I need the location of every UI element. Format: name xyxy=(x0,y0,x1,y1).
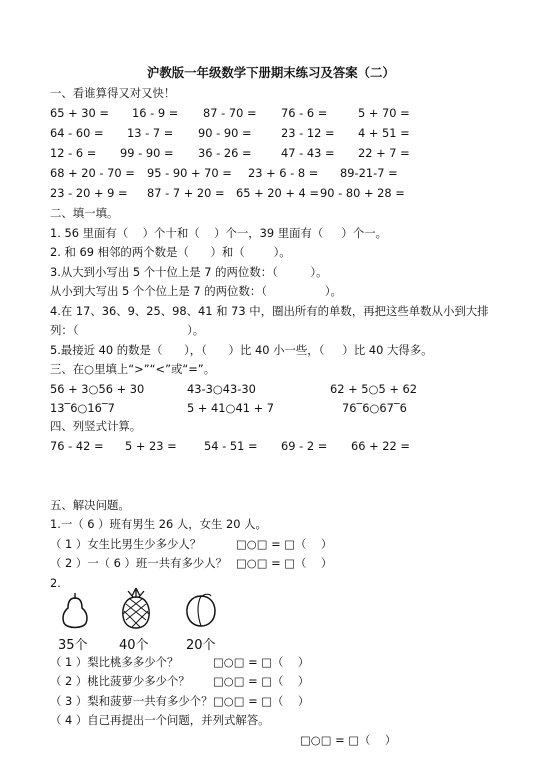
section-1-heading: 一、看谁算得又对又快！ xyxy=(50,86,176,100)
problem-text: 2. xyxy=(50,576,61,590)
calc-item: 23 - 12 = xyxy=(281,126,335,140)
calc-item: 90 - 80 + 28 = xyxy=(320,186,405,200)
pineapple-count-label: 40个 xyxy=(119,638,149,653)
problem-question: （ 2 ）桃比菠萝少多少个？ xyxy=(50,674,190,688)
compare-item: 62 + 5○5 + 62 xyxy=(330,382,417,396)
calc-item: 5 + 70 = xyxy=(358,106,410,120)
vertical-calc-item: 54 - 51 = xyxy=(204,439,258,453)
calc-item: 99 - 90 = xyxy=(120,146,174,160)
vertical-calc-item: 5 + 23 = xyxy=(125,439,177,453)
calc-item: 47 - 43 = xyxy=(281,146,335,160)
vertical-calc-item: 69 - 2 = xyxy=(281,439,328,453)
problem-question: （ 3 ）梨和菠萝一共有多少个？ xyxy=(50,694,213,708)
answer-formula: □○□ = □（ ） xyxy=(213,694,310,708)
calc-item: 4 + 51 = xyxy=(358,126,410,140)
compare-item: 76‾6○67‾6 xyxy=(342,401,407,415)
answer-formula: □○□ = □（ ） xyxy=(213,655,310,669)
problem-question: （ 2 ）一（ 6 ）班一共有多少人？ xyxy=(50,556,228,570)
answer-formula: □○□ = □（ ） xyxy=(213,674,310,688)
page-title: 沪教版一年级数学下册期末练习及答案（二） xyxy=(147,65,395,80)
pineapple-drawing xyxy=(116,586,156,630)
calc-item: 13 - 7 = xyxy=(127,126,174,140)
compare-item: 13‾6○16‾7 xyxy=(50,401,115,415)
vertical-calc-item: 76 - 42 = xyxy=(50,439,104,453)
pear-count-label: 35个 xyxy=(58,638,88,653)
calc-item: 16 - 9 = xyxy=(132,106,179,120)
peach-count-label: 20个 xyxy=(186,638,216,653)
peach-drawing xyxy=(183,592,219,628)
fill-question: 5.最接近 40 的数是（ ），（ ）比 40 小一些，（ ）比 40 大得多。 xyxy=(50,343,433,357)
compare-item: 5 + 41○41 + 7 xyxy=(187,401,274,415)
calc-item: 87 - 7 + 20 = xyxy=(147,186,225,200)
answer-formula: □○□ = □（ ） xyxy=(300,733,397,747)
problem-question: （ 1 ）梨比桃多多少个？ xyxy=(50,655,179,669)
compare-item: 56 + 3○56 + 30 xyxy=(50,382,145,396)
pear-drawing xyxy=(58,590,92,630)
calc-item: 87 - 70 = xyxy=(203,106,257,120)
fill-question: 列：（ ）。 xyxy=(50,323,205,337)
problem-text: 1.一（ 6 ）班有男生 26 人，女生 20 人。 xyxy=(50,517,267,531)
calc-item: 22 + 7 = xyxy=(358,146,410,160)
fill-question: 1. 56 里面有（ ）个十和（ ）个一，39 里面有（ ）个一。 xyxy=(50,226,387,240)
compare-item: 43-3○43-30 xyxy=(187,382,256,396)
calc-item: 76 - 6 = xyxy=(281,106,328,120)
calc-item: 36 - 26 = xyxy=(198,146,252,160)
calc-item: 68 + 20 - 70 = xyxy=(50,166,135,180)
calc-item: 23 + 6 - 8 = xyxy=(248,166,319,180)
calc-item: 12 - 6 = xyxy=(50,146,97,160)
fill-question: 3.从大到小写出 5 个十位上是 7 的两位数：（ ）。 xyxy=(50,265,328,279)
fill-question: 2. 和 69 相邻的两个数是（ ）和（ ）。 xyxy=(50,245,291,259)
fill-question: 从小到大写出 5 个个位上是 7 的两位数：（ ）。 xyxy=(50,284,342,298)
calc-item: 23 - 20 + 9 = xyxy=(50,186,128,200)
calc-item: 95 - 90 + 70 = xyxy=(147,166,232,180)
fill-question: 4.在 17、36、9、25、98、41 和 73 中，圈出所有的单数，再把这些单数从小到大排 xyxy=(50,304,489,318)
problem-question: （ 1 ）女生比男生少多少人？ xyxy=(50,537,202,551)
section-3-heading: 三、在○里填上“>”“<”或“=”。 xyxy=(50,362,216,376)
answer-formula: □○□ = □（ ） xyxy=(236,537,333,551)
section-2-heading: 二、填一填。 xyxy=(50,206,119,220)
calc-item: 64 - 60 = xyxy=(50,126,104,140)
calc-item: 89-21-7 = xyxy=(340,166,398,180)
answer-formula: □○□ = □（ ） xyxy=(236,556,333,570)
section-5-heading: 五、解决问题。 xyxy=(50,498,130,512)
calc-item: 65 + 20 + 4 = xyxy=(236,186,319,200)
problem-question: （ 4 ）自己再提出一个问题，并列式解答。 xyxy=(50,713,270,727)
calc-item: 90 - 90 = xyxy=(198,126,252,140)
section-4-heading: 四、列竖式计算。 xyxy=(50,419,142,433)
vertical-calc-item: 66 + 22 = xyxy=(351,439,410,453)
calc-item: 65 + 30 = xyxy=(50,106,109,120)
